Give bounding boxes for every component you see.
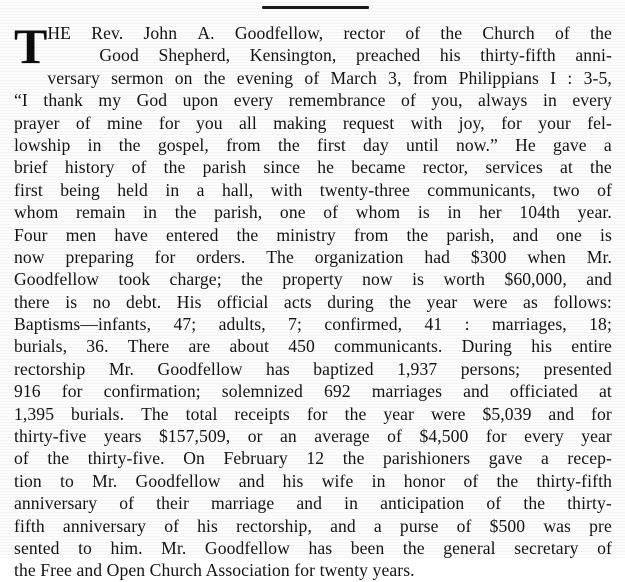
text-word: for [306,403,328,424]
text-word: evening [236,67,294,88]
text-word: had [424,246,451,267]
text-word: year [426,291,458,312]
text-word: his [439,45,461,66]
text-line [14,492,612,514]
text-word: and [238,470,265,491]
text-word: the [389,291,412,312]
text-word: debt. [126,291,162,312]
text-word: John [143,23,178,43]
text-word: been [350,537,385,558]
text-word: the [236,224,259,245]
text-word: entire [571,336,612,357]
text-word: of [131,157,147,178]
text-word: fifth [14,515,45,536]
text-word: every [524,426,564,447]
text-line [14,291,612,313]
text-word: Mr. [92,470,118,491]
text-word: orders. [196,246,246,267]
text-word: A. [197,23,215,43]
text-word: thirty- [567,493,612,514]
text-word: 104th [519,202,560,223]
text-word: charge; [169,269,222,290]
text-line [14,447,612,469]
text-word: with [410,112,443,133]
text-word: a [603,134,612,155]
text-word: preparing [65,246,134,267]
text-word: 3-5, [583,67,612,88]
text-word: Baptisms—infants, [14,314,152,335]
text-word: the [174,202,197,223]
text-word: He [515,134,536,155]
text-word: 12 [306,448,325,469]
text-word: you, [431,90,463,111]
text-word: is [600,224,612,245]
text-word: to [59,470,74,491]
text-word: the [163,157,186,178]
ornament-rule-container [0,0,625,16]
text-word: no [92,291,111,312]
text-word: : [567,67,573,88]
text-word: baptized [313,358,374,379]
text-word: versary [47,67,100,88]
text-word: persons; [460,358,521,379]
text-word: brief [14,157,48,178]
text-word: $300 [470,246,507,267]
text-word: a [196,179,205,200]
text-word: request [342,112,395,133]
text-word: of [14,448,29,469]
text-word: until [405,134,439,155]
text-word: the [344,403,367,424]
text-word: ministry [276,224,336,245]
text-line [14,201,612,223]
text-word: On [183,448,205,469]
text-word: year. [577,202,612,223]
text-word: 18; [589,314,612,335]
text-word: the [590,23,612,43]
text-word: marriages, [492,314,567,335]
text-word: became [351,157,406,178]
text-word: two [553,179,580,200]
text-word: in [143,202,158,223]
text-word: mine [106,112,143,133]
text-word: total [185,403,218,424]
text-word: now.” [455,134,498,155]
text-word: from [412,67,448,88]
text-line [14,224,612,246]
text-word: Mr. [161,537,187,558]
text-word: are [188,336,211,357]
text-word: communicants, [427,179,536,200]
text-word: $500 [489,515,526,536]
text-word: : [464,314,470,335]
text-word: parish, [214,202,263,223]
text-word: for [158,112,180,133]
text-word: thank [43,90,83,111]
text-word: your [538,112,571,133]
text-word: February [223,448,288,469]
text-word: a [373,515,382,536]
text-word: Kensington, [249,45,337,66]
text-word: every [233,90,274,111]
text-word: 47; [173,314,197,335]
text-word: years [103,426,142,447]
text-word: the [118,134,141,155]
text-word: $4,500 [419,426,469,447]
text-word: $157,509, [158,426,231,447]
text-word: Goodfellow [157,358,243,379]
text-word: men [65,224,97,245]
text-line [47,44,612,66]
text-word: gave [553,134,587,155]
text-word: from [353,224,389,245]
text-word: thirty-fifth [536,470,612,491]
text-word: HE [47,23,72,43]
text-word: solemnized [221,381,303,402]
text-word: the [590,157,612,178]
text-line [14,246,612,268]
text-word: have [114,224,148,245]
text-word: purse [399,515,439,536]
text-word: his [197,515,218,536]
text-word: prayer [14,112,60,133]
text-word: sermon [111,67,164,88]
text-word: Good [99,45,139,66]
text-word: for [501,112,522,133]
text-word: of [304,67,320,88]
text-word: acts [283,291,312,312]
text-word: and [548,403,575,424]
text-line [47,67,612,89]
text-line [14,134,612,156]
text-word: in [87,134,102,155]
text-word: of [597,537,612,558]
text-word: has [308,537,333,558]
text-word: marriage [210,493,275,514]
text-word: tion [14,470,42,491]
text-word: The [141,403,169,424]
text-word: one [556,224,582,245]
text-word: always [478,90,528,111]
text-word: Philippians [458,67,539,88]
text-word: all [239,112,257,133]
text-line [14,515,612,537]
text-line [14,112,612,134]
text-line: the Free and Open Church Association for twenty years. [14,560,415,581]
text-word: for [591,403,612,424]
text-word: Mr. [108,358,135,379]
text-word: parish, [446,224,495,245]
text-word: of [119,493,135,514]
text-word: his [282,470,304,491]
text-word: average [314,426,370,447]
text-word: is [65,291,78,312]
text-word: during [327,291,374,312]
text-word: the [440,23,463,43]
text-word: anticipation [380,493,465,514]
text-word: being [60,179,100,200]
text-word: property [282,269,343,290]
drop-cap-letter: T [14,18,47,74]
text-word: the [496,470,519,491]
text-word: Church [482,23,535,43]
text-word: about [229,336,270,357]
text-word: preached [355,45,421,66]
text-word: year [383,403,415,424]
text-word: pre [589,515,612,536]
text-word: has [266,358,290,379]
text-line [14,537,612,559]
text-word: and [330,515,356,536]
text-word: since [263,157,301,178]
text-word: organization [314,246,404,267]
text-word: and [296,493,323,514]
text-word: 41 [424,314,443,335]
text-word: rector, [422,157,469,178]
text-word: upon [182,90,219,111]
text-line [14,358,612,380]
text-line [14,380,612,402]
text-word: Mr. [586,246,612,267]
text-line [47,22,612,44]
text-word: marriages [371,381,443,402]
text-word: honor [403,470,446,491]
text-word: the [406,224,429,245]
text-word: 7; [288,314,303,335]
text-word: whom [14,202,59,223]
text-word: in [371,470,386,491]
horizontal-rule-ornament [262,6,369,9]
text-word: every [572,90,612,111]
text-word: $5,039 [482,403,532,424]
text-word: whom [355,202,401,223]
text-word: for [61,381,83,402]
text-word: you [196,112,223,133]
text-word: communicants. [334,336,443,357]
text-word: in [165,179,180,200]
text-word: for [154,246,176,267]
text-word: their [156,493,189,514]
text-line [14,268,612,290]
text-word: anni- [575,45,612,66]
text-word: now [14,246,45,267]
text-word: 916 [14,381,41,402]
text-word: “I [14,90,28,111]
text-word: at [599,381,612,402]
text-word: there [14,291,50,312]
text-word: 692 [323,381,351,402]
text-word: the [342,448,365,469]
text-word: confirmation; [103,381,201,402]
text-word: rectorship, [236,515,312,536]
text-word: a [540,448,549,469]
text-word: the [402,537,425,558]
text-word: of [75,112,91,133]
text-word: I [550,67,557,88]
text-word: took [118,269,151,290]
text-word: entered [166,224,219,245]
text-word: services [485,157,543,178]
text-word: the [241,269,263,290]
text-word: rectorship [14,358,86,379]
text-word: and [586,269,612,290]
text-word: of [405,23,421,43]
text-word: of [164,515,180,536]
text-word: Shepherd, [158,45,231,66]
text-word: remain [76,202,126,223]
text-line [14,403,612,425]
text-word: one [279,202,306,223]
text-word: joy, [458,112,485,133]
text-word: remembrance [288,90,386,111]
text-word: fel- [587,112,612,133]
text-word: the [203,67,226,88]
text-word: thirty-fifth [480,45,556,66]
text-word: gave [488,448,523,469]
text-word: first [316,134,346,155]
text-word: follows: [553,291,612,312]
text-word: were [472,291,508,312]
text-word: her [478,202,502,223]
text-word: anniversary [14,493,98,514]
text-word: March [330,67,377,88]
text-word: general [443,537,496,558]
text-word: of [401,90,416,111]
text-line [14,179,612,201]
text-word: as [523,291,538,312]
text-word: 1,937 [397,358,438,379]
text-word: his [531,336,553,357]
text-word: 3, [388,67,402,88]
text-word: rector [343,23,386,43]
text-word: 36. [86,336,109,357]
text-word: of [486,493,502,514]
text-word: anniversary [62,515,147,536]
text-word: worth [443,269,486,290]
text-word: $60,000, [504,269,567,290]
text-word: and [463,381,489,402]
text-line [14,156,612,178]
text-word: in [542,90,557,111]
text-word: an [280,426,297,447]
text-word: twenty-three [319,179,410,200]
text-word: now [362,269,393,290]
text-word: parishioners [383,448,471,469]
text-word: first [14,179,43,200]
text-word: making [273,112,327,133]
text-word: was [543,515,571,536]
text-word: history [64,157,115,178]
text-word: when [527,246,566,267]
text-word: receipts [234,403,290,424]
text-word: from [226,134,261,155]
text-word: Rev. [91,23,124,43]
text-word: on [174,67,193,88]
text-word: official [217,291,269,312]
text-word: God [136,90,168,111]
text-word: of [456,515,472,536]
text-word: The [266,246,294,267]
text-word: secretary [514,537,579,558]
body-text-block [14,18,612,582]
text-word: Four [14,224,48,245]
text-word: burials, [14,336,68,357]
text-word: the [523,493,546,514]
text-word: confirmed, [324,314,403,335]
text-word: There [127,336,170,357]
text-word: hall, [221,179,254,200]
text-word: to [78,537,92,558]
text-word: is [412,269,425,290]
text-word: of [555,23,570,43]
text-word: Goodfellow [135,470,221,491]
text-word: him. [110,537,143,558]
text-word: with [270,179,303,200]
text-word: 1,395 [14,403,55,424]
text-word: sented [14,537,60,558]
text-word: lowship [14,134,71,155]
text-line [14,470,612,492]
text-word: and [512,224,539,245]
text-word: in [344,493,359,514]
text-word: at [559,157,573,178]
text-line [14,89,612,111]
text-word: of [387,426,402,447]
text-word: or [247,426,263,447]
text-word: thirty-five. [87,448,165,469]
text-word: of [597,179,612,200]
text-word: wife [321,470,354,491]
text-word: adults, [218,314,266,335]
text-word: thirty-five [14,426,87,447]
text-word: During [461,336,513,357]
text-line [14,335,612,357]
text-word: of [463,470,479,491]
text-word: in [447,202,462,223]
text-word: year [581,426,612,447]
text-line [14,313,612,335]
text-word: Goodfellow [14,269,100,290]
text-word: of [323,202,339,223]
text-line [14,425,612,447]
text-word: Goodfellow [204,537,290,558]
text-word: day [363,134,389,155]
text-word: burials. [71,403,125,424]
text-word: the [47,448,70,469]
text-word: the [277,134,300,155]
text-word: 450 [288,336,315,357]
text-word: gospel, [157,134,209,155]
text-word: parish [202,157,247,178]
text-word: he [317,157,335,178]
text-word: Goodfellow, [234,23,324,43]
text-word: recep- [567,448,612,469]
text-word: is [417,202,430,223]
text-word: were [430,403,466,424]
text-word: presented [543,358,612,379]
text-word: officiated [509,381,578,402]
text-word: my [98,90,122,111]
text-word: held [117,179,148,200]
text-word: for [485,426,507,447]
text-word: His [176,291,202,312]
